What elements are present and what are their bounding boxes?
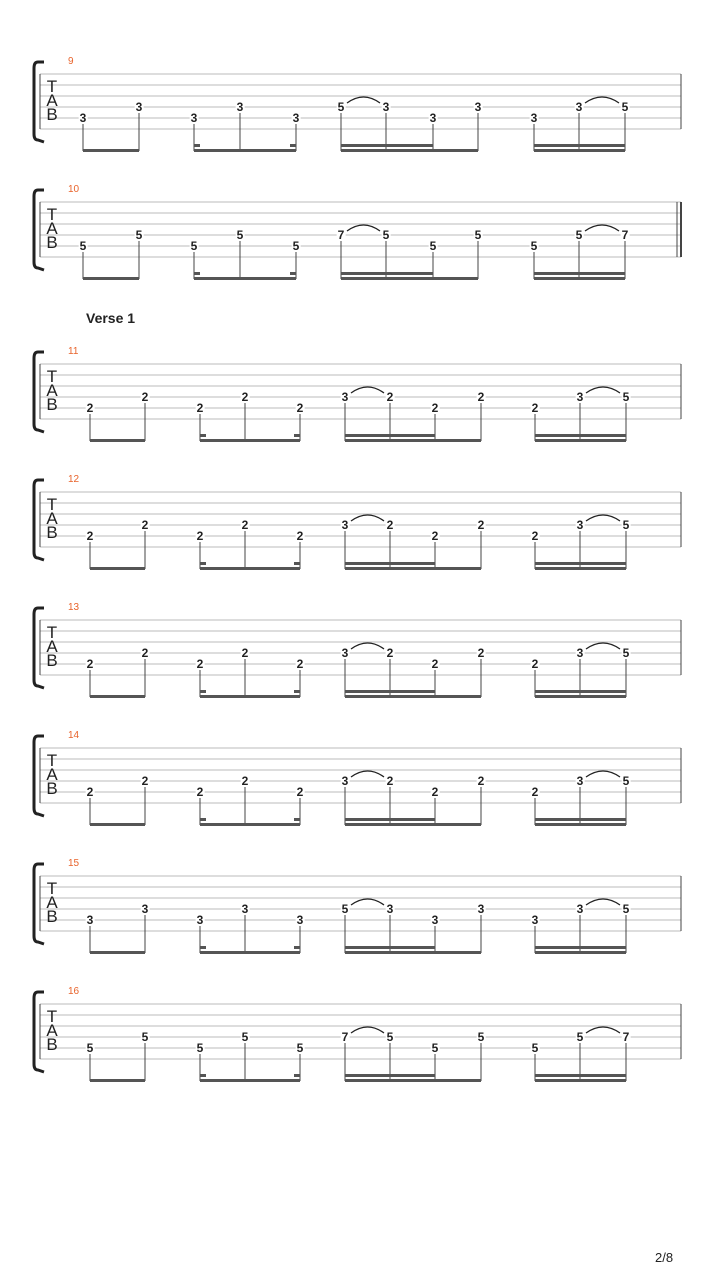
beam — [534, 277, 625, 280]
beam — [341, 277, 478, 280]
fret-number: 5 — [241, 1030, 249, 1044]
fret-number: 5 — [292, 239, 300, 253]
fret-number: 3 — [341, 774, 349, 788]
tab-system — [0, 858, 720, 992]
tie-arc — [351, 643, 384, 649]
fret-number: 5 — [429, 239, 437, 253]
fret-number: 2 — [196, 529, 204, 543]
beam — [83, 149, 139, 152]
beam-stub — [294, 434, 300, 437]
tab-staff — [0, 62, 720, 162]
beam — [535, 695, 626, 698]
fret-number: 5 — [474, 228, 482, 242]
fret-number: 5 — [622, 646, 630, 660]
beam-stub — [294, 562, 300, 565]
beam-stub — [194, 272, 200, 275]
tab-clef-letter: A — [46, 219, 58, 238]
fret-number: 2 — [241, 646, 249, 660]
beam-stub — [200, 434, 206, 437]
beam — [83, 277, 139, 280]
tab-staff — [0, 352, 720, 452]
beam-secondary — [345, 434, 435, 437]
tab-staff — [0, 608, 720, 708]
fret-number: 3 — [431, 913, 439, 927]
tie-arc — [351, 1027, 384, 1033]
beam — [194, 149, 296, 152]
fret-number: 5 — [86, 1041, 94, 1055]
fret-number: 5 — [622, 774, 630, 788]
fret-number: 2 — [86, 401, 94, 415]
beam — [90, 1079, 145, 1082]
fret-number: 7 — [341, 1030, 349, 1044]
beam-stub — [294, 1074, 300, 1077]
beam-secondary — [534, 272, 625, 275]
fret-number: 2 — [296, 401, 304, 415]
fret-number: 5 — [236, 228, 244, 242]
tab-clef-letter: B — [46, 779, 58, 798]
beam-stub — [290, 272, 296, 275]
beam-stub — [194, 144, 200, 147]
fret-number: 3 — [236, 100, 244, 114]
fret-number: 2 — [431, 529, 439, 543]
fret-number: 3 — [576, 518, 584, 532]
tab-clef-letter: B — [46, 523, 58, 542]
fret-number: 3 — [474, 100, 482, 114]
fret-number: 2 — [141, 518, 149, 532]
fret-number: 3 — [530, 111, 538, 125]
fret-number: 2 — [196, 785, 204, 799]
fret-number: 5 — [477, 1030, 485, 1044]
tab-clef — [44, 879, 60, 926]
fret-number: 3 — [341, 390, 349, 404]
beam-secondary — [535, 690, 626, 693]
tab-clef-letter: A — [46, 509, 58, 528]
beam-stub — [200, 818, 206, 821]
tab-staff — [0, 864, 720, 964]
fret-number: 3 — [141, 902, 149, 916]
beam-stub — [290, 144, 296, 147]
measure-number: 15 — [68, 858, 80, 869]
fret-number: 2 — [241, 390, 249, 404]
tab-clef — [44, 77, 60, 124]
fret-number: 5 — [622, 390, 630, 404]
fret-number: 3 — [79, 111, 87, 125]
fret-number: 2 — [86, 529, 94, 543]
beam — [200, 823, 300, 826]
tab-clef — [44, 751, 60, 798]
fret-number: 2 — [386, 518, 394, 532]
fret-number: 3 — [386, 902, 394, 916]
fret-number: 5 — [386, 1030, 394, 1044]
page-number: 2/8 — [655, 1250, 674, 1265]
measure-number: 10 — [68, 184, 80, 195]
tie-arc — [585, 225, 619, 231]
section-label: Verse 1 — [86, 310, 136, 326]
fret-number: 2 — [141, 646, 149, 660]
tab-staff — [0, 190, 720, 290]
fret-number: 2 — [431, 657, 439, 671]
tie-arc — [585, 97, 619, 103]
fret-number: 5 — [196, 1041, 204, 1055]
tie-arc — [586, 771, 620, 777]
fret-number: 5 — [341, 902, 349, 916]
tab-staff — [0, 736, 720, 836]
tab-clef-letter: T — [46, 495, 58, 514]
beam — [534, 149, 625, 152]
fret-number: 7 — [337, 228, 345, 242]
measure-number: 9 — [68, 56, 74, 67]
fret-number: 2 — [241, 774, 249, 788]
measure-number: 16 — [68, 986, 80, 997]
tab-clef-letter: A — [46, 1021, 58, 1040]
fret-number: 5 — [135, 228, 143, 242]
fret-number: 3 — [429, 111, 437, 125]
beam-secondary — [345, 1074, 435, 1077]
tab-clef — [44, 623, 60, 670]
tab-system — [0, 730, 720, 864]
beam-secondary — [535, 434, 626, 437]
fret-number: 5 — [141, 1030, 149, 1044]
beam — [345, 567, 481, 570]
fret-number: 2 — [141, 390, 149, 404]
beam-secondary — [345, 946, 435, 949]
fret-number: 3 — [477, 902, 485, 916]
beam — [200, 439, 300, 442]
measure-number: 11 — [68, 346, 79, 357]
tie-arc — [586, 387, 620, 393]
tab-clef-letter: B — [46, 651, 58, 670]
beam — [90, 951, 145, 954]
fret-number: 2 — [477, 390, 485, 404]
fret-number: 5 — [337, 100, 345, 114]
beam — [90, 439, 145, 442]
beam — [200, 567, 300, 570]
beam — [90, 823, 145, 826]
fret-number: 2 — [531, 785, 539, 799]
fret-number: 3 — [576, 774, 584, 788]
beam — [345, 1079, 481, 1082]
beam — [345, 823, 481, 826]
fret-number: 5 — [296, 1041, 304, 1055]
tab-clef-letter: T — [46, 751, 58, 770]
tab-clef-letter: A — [46, 637, 58, 656]
fret-number: 2 — [477, 646, 485, 660]
tie-arc — [351, 771, 384, 777]
fret-number: 5 — [622, 518, 630, 532]
beam — [535, 567, 626, 570]
tie-arc — [351, 515, 384, 521]
fret-number: 2 — [296, 529, 304, 543]
beam — [200, 951, 300, 954]
tab-clef-letter: B — [46, 105, 58, 124]
tab-clef-letter: T — [46, 367, 58, 386]
fret-number: 2 — [386, 646, 394, 660]
fret-number: 3 — [135, 100, 143, 114]
tie-arc — [586, 515, 620, 521]
fret-number: 2 — [531, 657, 539, 671]
beam-secondary — [345, 562, 435, 565]
beam — [200, 1079, 300, 1082]
fret-number: 5 — [531, 1041, 539, 1055]
beam-stub — [200, 946, 206, 949]
fret-number: 3 — [576, 646, 584, 660]
beam — [535, 951, 626, 954]
fret-number: 2 — [86, 657, 94, 671]
tab-system — [0, 56, 720, 190]
beam-secondary — [341, 272, 433, 275]
fret-number: 2 — [296, 785, 304, 799]
tab-clef-letter: A — [46, 765, 58, 784]
tab-clef — [44, 367, 60, 414]
tab-staff — [0, 480, 720, 580]
beam-stub — [200, 562, 206, 565]
beam-stub — [294, 818, 300, 821]
tab-staff — [0, 992, 720, 1092]
tab-clef-letter: A — [46, 91, 58, 110]
fret-number: 2 — [531, 401, 539, 415]
tab-clef-letter: T — [46, 879, 58, 898]
tie-arc — [347, 225, 380, 231]
tab-clef-letter: T — [46, 1007, 58, 1026]
tab-system — [0, 346, 720, 480]
measure-number: 13 — [68, 602, 80, 613]
fret-number: 3 — [531, 913, 539, 927]
beam — [345, 439, 481, 442]
tab-clef — [44, 1007, 60, 1054]
tab-clef — [44, 495, 60, 542]
fret-number: 2 — [196, 657, 204, 671]
beam — [535, 1079, 626, 1082]
tab-clef-letter: B — [46, 395, 58, 414]
fret-number: 2 — [86, 785, 94, 799]
fret-number: 3 — [86, 913, 94, 927]
fret-number: 3 — [292, 111, 300, 125]
fret-number: 2 — [196, 401, 204, 415]
fret-number: 5 — [530, 239, 538, 253]
beam-stub — [200, 1074, 206, 1077]
fret-number: 2 — [477, 774, 485, 788]
fret-number: 3 — [241, 902, 249, 916]
tab-system — [0, 602, 720, 736]
tab-clef-letter: T — [46, 205, 58, 224]
measure-number: 12 — [68, 474, 80, 485]
fret-number: 5 — [79, 239, 87, 253]
beam-secondary — [535, 946, 626, 949]
fret-number: 5 — [382, 228, 390, 242]
fret-number: 3 — [576, 902, 584, 916]
fret-number: 2 — [431, 785, 439, 799]
fret-number: 3 — [341, 518, 349, 532]
beam — [200, 695, 300, 698]
beam — [345, 951, 481, 954]
fret-number: 5 — [190, 239, 198, 253]
fret-number: 7 — [622, 1030, 630, 1044]
beam — [535, 823, 626, 826]
beam — [535, 439, 626, 442]
beam — [194, 277, 296, 280]
fret-number: 5 — [431, 1041, 439, 1055]
beam — [345, 695, 481, 698]
tab-clef-letter: B — [46, 233, 58, 252]
tie-arc — [586, 1027, 620, 1033]
fret-number: 3 — [196, 913, 204, 927]
tab-clef-letter: T — [46, 623, 58, 642]
fret-number: 3 — [382, 100, 390, 114]
fret-number: 5 — [575, 228, 583, 242]
beam-stub — [294, 946, 300, 949]
tab-clef — [44, 205, 60, 252]
fret-number: 3 — [576, 390, 584, 404]
tie-arc — [347, 97, 380, 103]
tab-clef-letter: B — [46, 907, 58, 926]
beam-secondary — [534, 144, 625, 147]
beam-secondary — [345, 690, 435, 693]
fret-number: 5 — [621, 100, 629, 114]
tab-clef-letter: A — [46, 381, 58, 400]
fret-number: 2 — [241, 518, 249, 532]
fret-number: 2 — [531, 529, 539, 543]
tie-arc — [351, 387, 384, 393]
beam — [90, 567, 145, 570]
fret-number: 2 — [386, 390, 394, 404]
beam-stub — [294, 690, 300, 693]
beam-secondary — [535, 562, 626, 565]
fret-number: 5 — [576, 1030, 584, 1044]
fret-number: 2 — [386, 774, 394, 788]
fret-number: 2 — [477, 518, 485, 532]
tab-clef-letter: T — [46, 77, 58, 96]
fret-number: 3 — [190, 111, 198, 125]
tie-arc — [586, 643, 620, 649]
beam-secondary — [535, 818, 626, 821]
fret-number: 3 — [575, 100, 583, 114]
beam — [341, 149, 478, 152]
tab-clef-letter: B — [46, 1035, 58, 1054]
measure-number: 14 — [68, 730, 80, 741]
beam-secondary — [345, 818, 435, 821]
tie-arc — [351, 899, 384, 905]
fret-number: 5 — [622, 902, 630, 916]
fret-number: 2 — [141, 774, 149, 788]
tab-system — [0, 986, 720, 1120]
fret-number: 2 — [431, 401, 439, 415]
beam-secondary — [341, 144, 433, 147]
beam — [90, 695, 145, 698]
tie-arc — [586, 899, 620, 905]
tab-clef-letter: A — [46, 893, 58, 912]
beam-secondary — [535, 1074, 626, 1077]
tab-system — [0, 474, 720, 608]
tab-system — [0, 184, 720, 318]
fret-number: 7 — [621, 228, 629, 242]
fret-number: 3 — [296, 913, 304, 927]
fret-number: 2 — [296, 657, 304, 671]
fret-number: 3 — [341, 646, 349, 660]
beam-stub — [200, 690, 206, 693]
